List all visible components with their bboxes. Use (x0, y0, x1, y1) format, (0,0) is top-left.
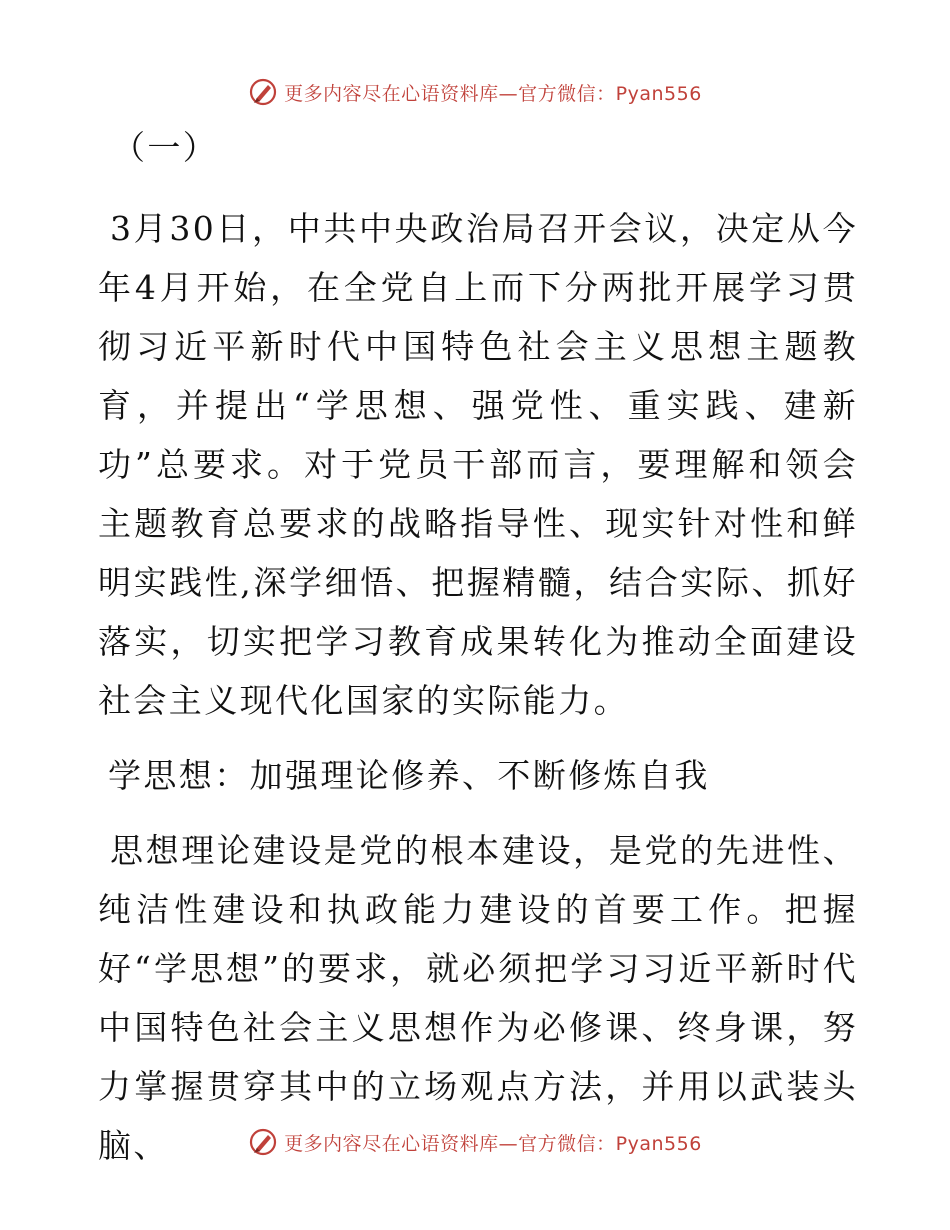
pen-logo-icon (248, 77, 278, 107)
watermark-text: 更多内容尽在心语资料库—官方微信：Pyan556 (284, 1132, 702, 1155)
watermark-footer (0, 1120, 950, 1164)
watermark-text: 更多内容尽在心语资料库—官方微信：Pyan556 (284, 82, 702, 105)
document-body (98, 118, 858, 1175)
watermark-header (0, 70, 950, 114)
pen-logo-icon (248, 1127, 278, 1157)
section-subheading: 学思想：加强理论修养、不断修炼自我 (108, 756, 710, 795)
paragraph-intro: 3月30日，中共中央政治局召开会议，决定从今年4月开始，在全党自上而下分两批开展学习贯彻习近平新时代中国特色社会主义思想主题教育，并提出“学思想、强党性、重实践、建新功”总要求。对于党员干部而言，要理解和领会主题教育总要求的战略指导性、现实针对性和鲜明实践性,深学细悟、把握精髓，结合实际、抓好落实，切实把学习教育成果转化为推动全面建设社会主义现代化国家的实际能力。 (98, 209, 858, 720)
section-heading: （一） (112, 128, 219, 167)
paragraph-theory: 思想理论建设是党的根本建设，是党的先进性、纯洁性建设和执政能力建设的首要工作。把握好“学思想”的要求，就必须把学习习近平新时代中国特色社会主义思想作为必修课、终身课，努力掌握贯穿其中的立场观点方法，并用以武装头脑、 (98, 831, 858, 1165)
